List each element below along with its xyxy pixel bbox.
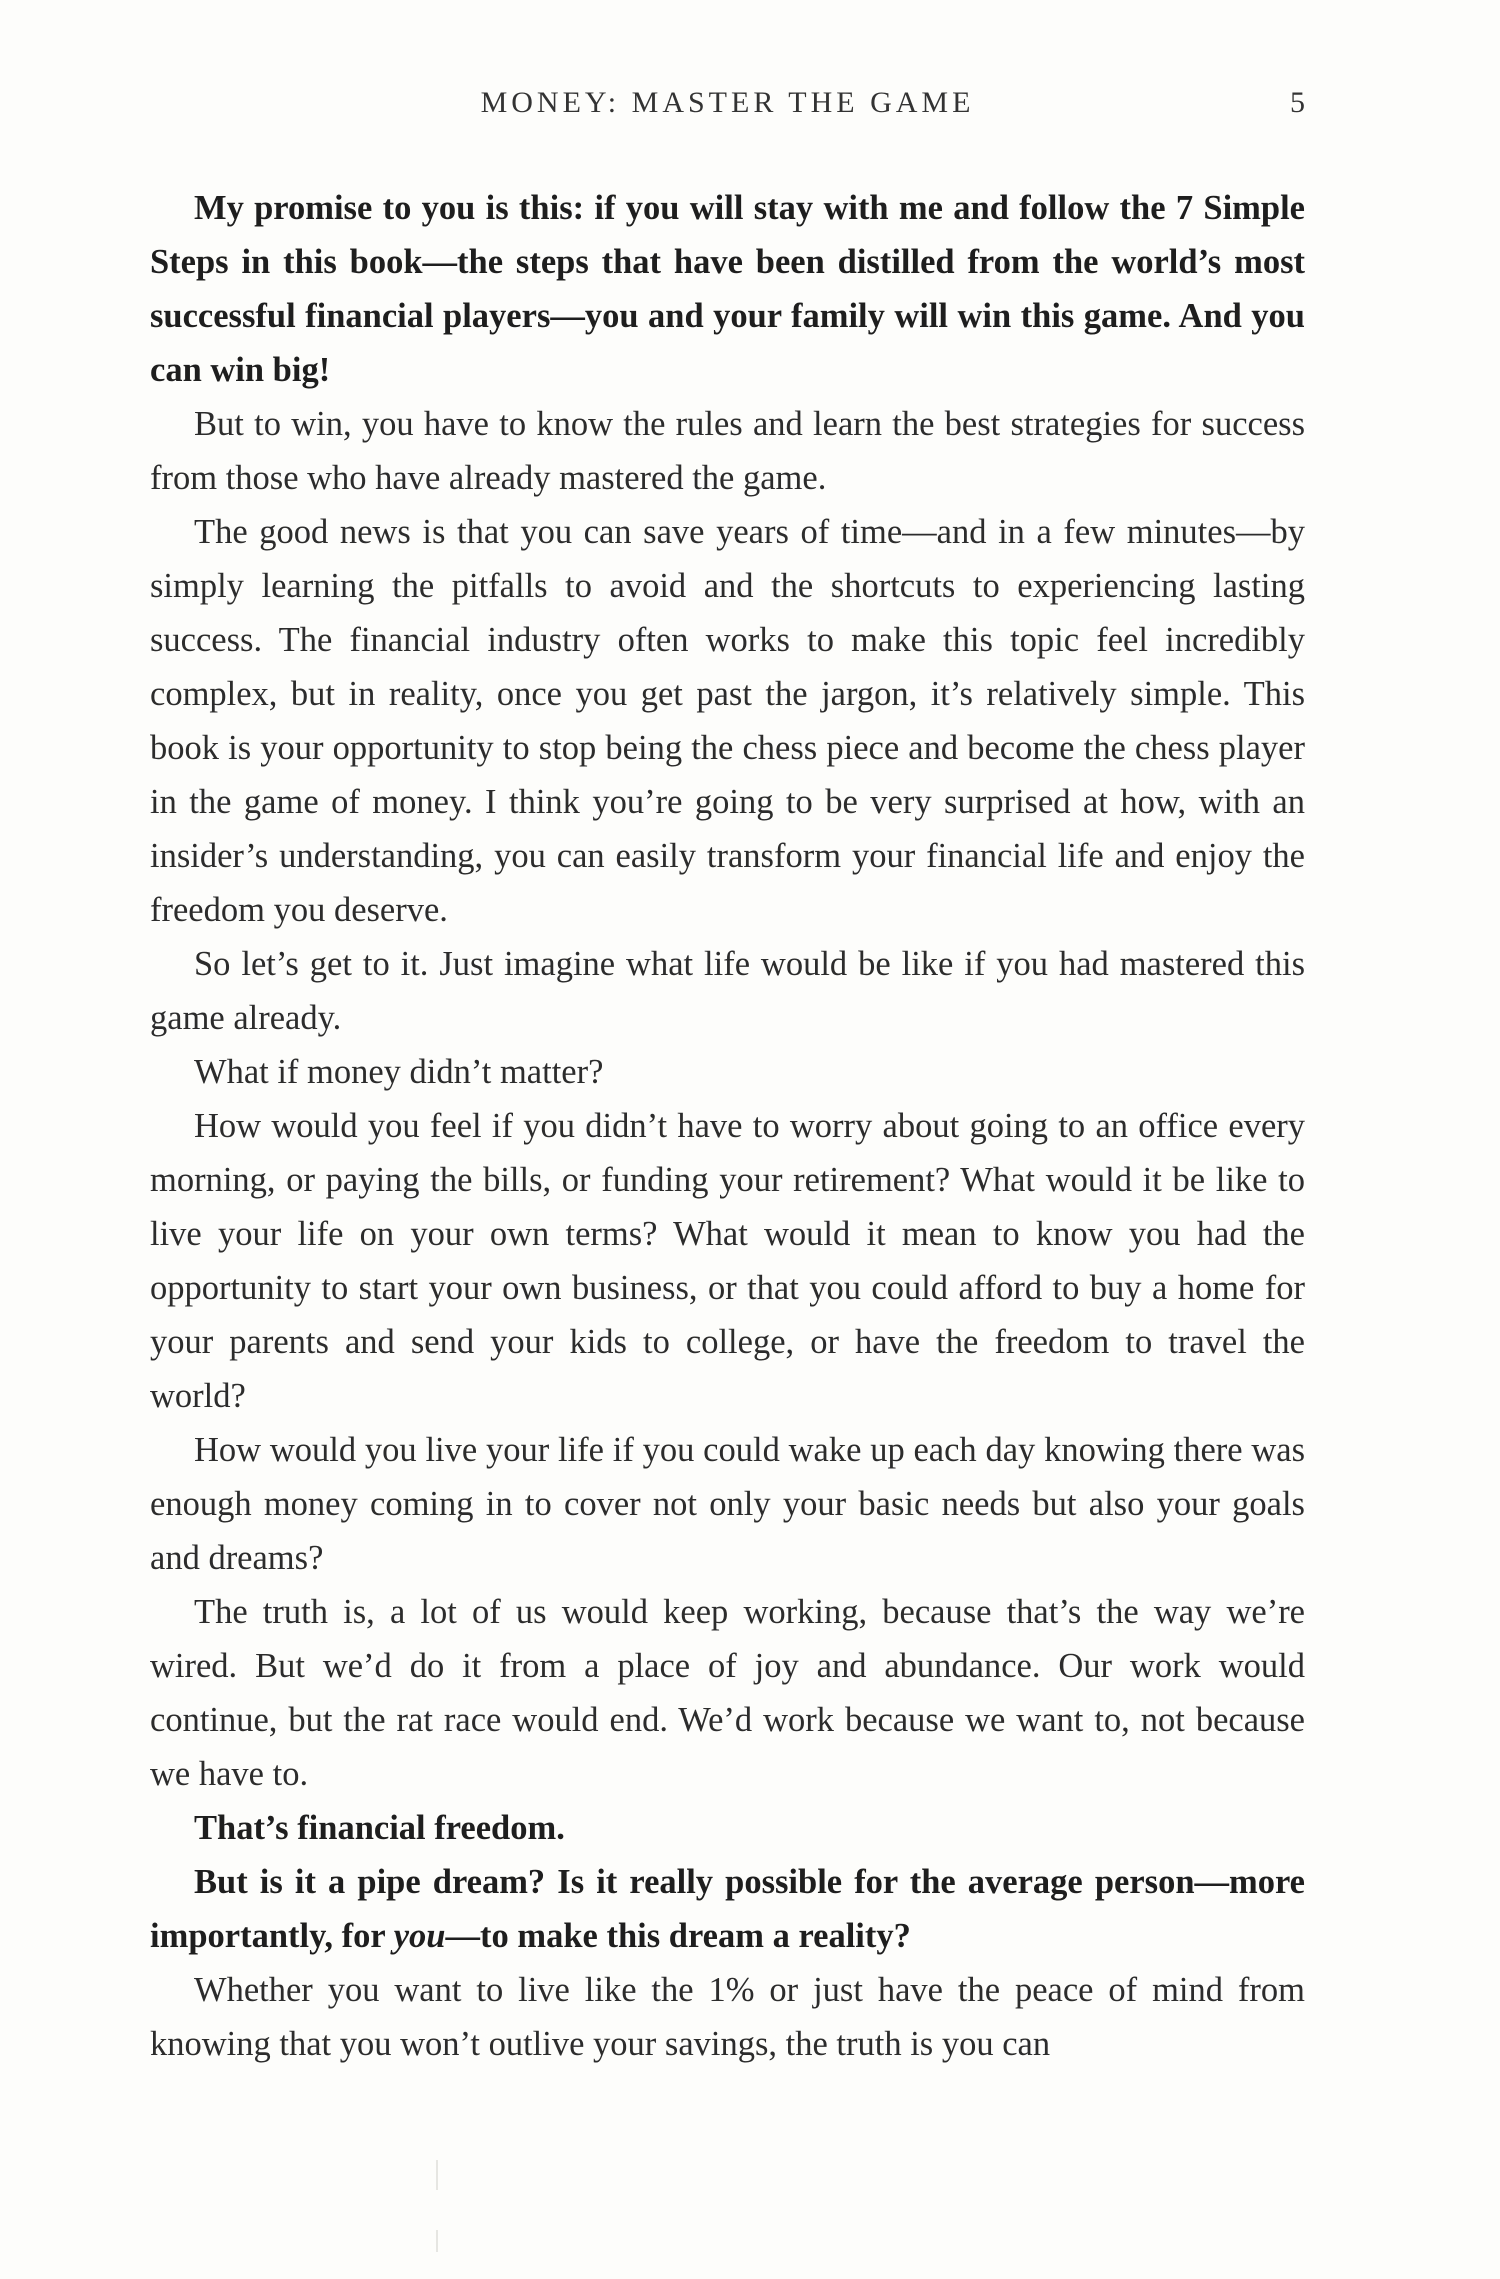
paragraph-money-matter: What if money didn’t matter? — [194, 1053, 604, 1091]
paragraph-pipe-dream — [150, 1855, 1305, 1963]
paragraph-how-feel: How would you feel if you didn’t have to worry about going to an office every morning, or paying the bills, or funding your retirement? What would it be like to live your life on your own terms? What would it mean to know you had the opportunity to start your own business, or that you could afford to buy a home for your parents and send your kids to college, or have the freedom to travel the world? — [150, 1107, 1305, 1415]
running-title: MONEY: MASTER THE GAME — [480, 86, 975, 119]
running-head — [150, 86, 1305, 126]
scan-artifact-line — [436, 2230, 438, 2252]
page-number: 5 — [1290, 86, 1305, 119]
paragraph-promise: My promise to you is this: if you will stay with me and follow the 7 Simple Steps in this book—the steps that have been distilled from the world’s most successful financial players—you and your family will win this game. And you can win big! — [150, 189, 1305, 389]
paragraph-truth: The truth is, a lot of us would keep working, because that’s the way we’re wired. But we’d do it from a place of joy and abundance. Our work would continue, but the rat race would end. We’d work because we want to, not because we have to. — [150, 1593, 1305, 1793]
pipe-dream-part-2: —to make this dream a reality? — [445, 1917, 911, 1955]
pipe-dream-you: you — [393, 1917, 446, 1955]
paragraph-financial-freedom: That’s financial freedom. — [194, 1809, 565, 1847]
paragraph-get-to-it: So let’s get to it. Just imagine what life would be like if you had mastered this game already. — [150, 945, 1305, 1037]
paragraph-rules: But to win, you have to know the rules and learn the best strategies for success from those who have already mastered the game. — [150, 405, 1305, 497]
paragraph-one-percent: Whether you want to live like the 1% or just have the peace of mind from knowing that you won’t outlive your savings, the truth is you can — [150, 1971, 1305, 2063]
body-text — [150, 181, 1305, 2071]
paragraph-how-live: How would you live your life if you could wake up each day knowing there was enough money coming in to cover not only your basic needs but also your goals and dreams? — [150, 1431, 1305, 1577]
scan-artifact-line — [436, 2160, 438, 2190]
pipe-dream-part-1: But is it a pipe dream? Is it really possible for the average person—more importantly, for — [150, 1863, 1305, 1955]
paragraph-good-news: The good news is that you can save years of time—and in a few minutes—by simply learning the pitfalls to avoid and the shortcuts to experiencing lasting success. The financial industry often works to make this topic feel incredibly complex, but in reality, once you get past the jargon, it’s relatively simple. This book is your opportunity to stop being the chess piece and become the chess player in the game of money. I think you’re going to be very surprised at how, with an insider’s understanding, you can easily transform your financial life and enjoy the freedom you deserve. — [150, 513, 1305, 929]
